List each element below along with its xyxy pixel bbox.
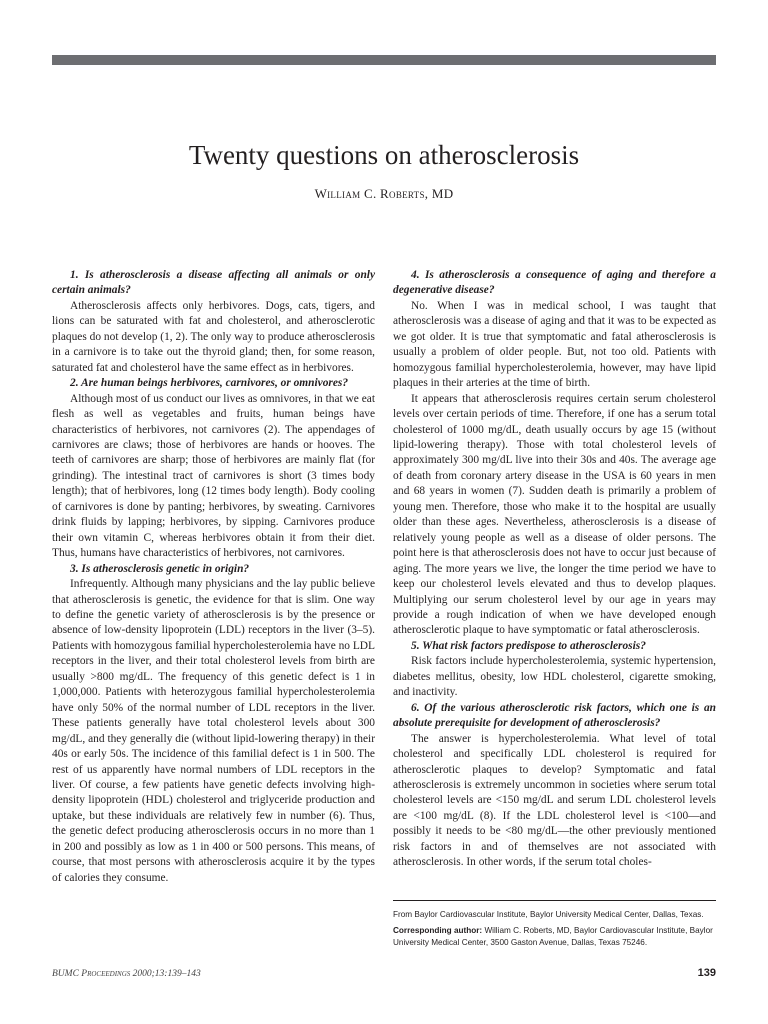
body-paragraph: Risk factors include hypercholesterolemia, systemic hypertension, diabetes mellitus, obesity, low HDL cholesterol, cigarette smoking, and inactivity. bbox=[393, 655, 716, 699]
corresponding-author-note bbox=[393, 925, 716, 949]
right-column bbox=[393, 268, 716, 871]
citation-volume: 2000;13:139–143 bbox=[132, 969, 201, 979]
author-footnote bbox=[393, 900, 716, 953]
body-paragraph: It appears that atherosclerosis requires certain serum cholesterol levels over certain periods of time. Therefore, if one has a serum total cholesterol of 1000 mg/dL, death usually occurs by age 15 (without lipid-lowering therapy). Those with total cholesterol levels of approximately 300 mg/dL live into their 30s and 40s. The average age of death from coronary artery disease in the USA is 60 years in men and 68 years in women (7). Sudden death is primarily a problem of young men. Therefore, those who make it to the hospital are usually older than these ages. Nevertheless, atherosclerosis is a disease of relatively young people as well as a disease of older persons. The point here is that atherosclerosis does not have to occur just because of aging. The more years we live, the longer the time period we have to keep our cholesterol levels elevated and thus to develop plaques. Multiplying our serum cholesterol level by our age in years may provide a rough indication of when we have developed enough atherosclerotic plaque to have symptomatic or fatal atherosclerosis. bbox=[393, 392, 716, 637]
affiliation-note: From Baylor Cardiovascular Institute, Baylor University Medical Center, Dallas, Texas. bbox=[393, 910, 704, 919]
body-paragraph: Atherosclerosis affects only herbivores. Dogs, cats, tigers, and lions can be saturated with fat and cholesterol, and atherosclerotic plaques do not develop (1, 2). The only way to produce atherosclerosis in a carnivore is to take out the thyroid gland; then, for some reason, saturated fat and cholesterol have the same effect as in herbivores. bbox=[52, 299, 375, 374]
corresponding-label: Corresponding author: bbox=[393, 926, 483, 935]
question-heading: 6. Of the various atherosclerotic risk factors, which one is an absolute prerequisite for development of atherosclerosis? bbox=[393, 701, 716, 730]
article-title: Twenty questions on atherosclerosis bbox=[188, 140, 580, 170]
journal-citation bbox=[52, 969, 201, 979]
corresponding-text: William C. Roberts, MD, Baylor Cardiovascular Institute, Baylor University Medical Center, 3500 Gaston Avenue, Dallas, Texas 75246. bbox=[393, 926, 713, 947]
question-heading: 4. Is atherosclerosis a consequence of aging and therefore a degenerative disease? bbox=[393, 269, 716, 297]
article-author: William C. Roberts, MD bbox=[314, 186, 454, 201]
journal-name: BUMC Proceedings bbox=[52, 969, 131, 979]
question-heading: 3. Is atherosclerosis genetic in origin? bbox=[70, 562, 250, 575]
body-paragraph: Infrequently. Although many physicians and the lay public believe that atherosclerosis is genetic, the evidence for that is slim. One way to define the genetic variety of atherosclerosis is by the presence or absence of low-density lipoprotein (LDL) receptors in the liver (3–5). Patients with homozygous familial hypercholesterolemia have no LDL receptors in the liver, and their total cholesterol levels from birth are usually >800 mg/dL. The frequency of this genetic defect is 1 in 1,000,000. Patients with heterozygous familial hypercholesterolemia have only 50% of the normal number of LDL receptors in the liver. These patients generally have total cholesterol levels about 300 mg/dL, and they generally die (without lipid-lowering therapy) in their 40s or early 50s. The incidence of this familial defect is 1 in 500. The rest of us apparently have normal numbers of LDL receptors in the liver. Of course, a few patients have genetic defects involving high-density lipoprotein (HDL) cholesterol and triglyceride production and uptake, but these individuals are relatively few in number (6). Thus, the genetic defect producing atherosclerosis occurs in no more than 1 in 200 and possibly as low as 1 in 400 or 500 persons. This means, of course, that most persons with atherosclerosis acquire it by the types of calories they consume. bbox=[52, 578, 375, 884]
body-paragraph: Although most of us conduct our lives as omnivores, in that we eat flesh as well as vegetables and fruits, human beings have characteristics of herbivores, not carnivores (2). The appendages of carnivores are claws; those of herbivores are hands or hooves. The teeth of carnivores are sharp; those of herbivores are mainly flat (for grinding). The intestinal tract of carnivores is short (3 times body length); that of herbivores, long (12 times body length). Body cooling of carnivores is done by panting; herbivores, by sweating. Carnivores drink fluids by lapping; herbivores, by sipping. Carnivores produce their own vitamin C, whereas herbivores obtain it from their diet. Thus, humans have characteristics of herbivores, not carnivores. bbox=[52, 392, 375, 560]
top-rule-bar bbox=[52, 55, 716, 65]
left-column bbox=[52, 268, 375, 886]
body-paragraph: The answer is hypercholesterolemia. What level of total cholesterol and specifically LDL cholesterol is required for atherosclerotic plaques to develop? Symptomatic and fatal atherosclerosis is extremely uncommon in societies where serum total cholesterol levels are <150 mg/dL and serum LDL cholesterol levels are <100 mg/dL (8). If the LDL cholesterol level is <100—and possibly it needs to be <80 mg/dL—the other previously mentioned risk factors in and of themselves are not associated with atherosclerosis. In other words, if the serum total choles- bbox=[393, 732, 716, 869]
body-paragraph: No. When I was in medical school, I was taught that atherosclerosis was a disease of aging and that it was to be expected as we got older. It is true that symptomatic and fatal atherosclerosis is usually a problem of older people. But, not too old. Patients with homozygous familial hypercholesterolemia, however, may have lipid plaques in their arteries at the time of birth. bbox=[393, 299, 716, 390]
question-heading: 5. What risk factors predispose to atherosclerosis? bbox=[411, 639, 646, 652]
question-heading: 2. Are human beings herbivores, carnivores, or omnivores? bbox=[70, 377, 349, 390]
page-number: 139 bbox=[697, 967, 716, 979]
question-heading: 1. Is atherosclerosis a disease affecting all animals or only certain animals? bbox=[52, 269, 375, 297]
